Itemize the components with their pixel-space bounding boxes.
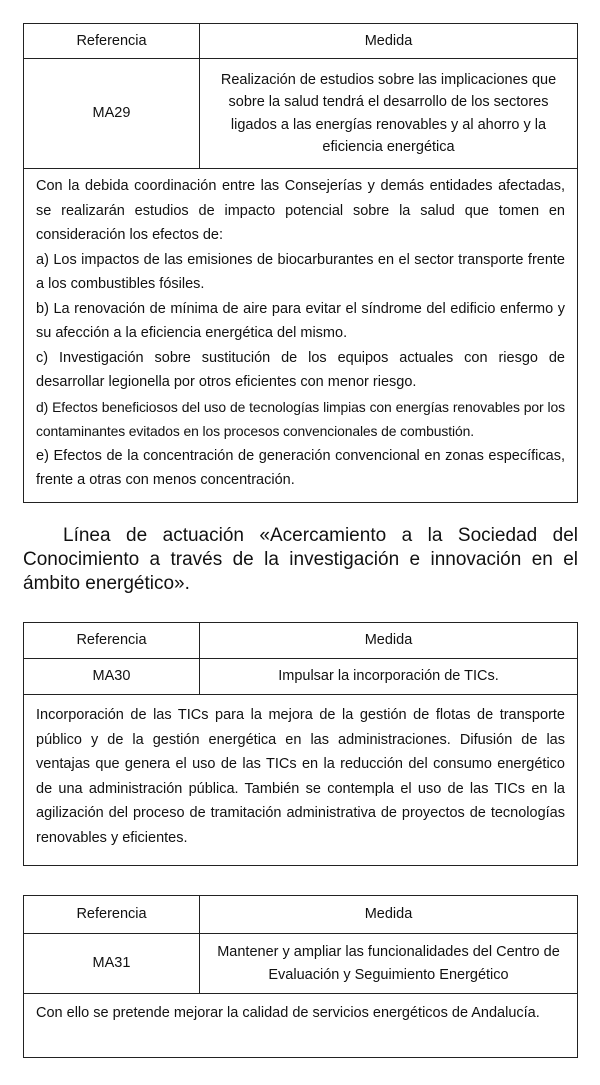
measure-table-ma30 — [23, 622, 578, 866]
table-data-row — [24, 659, 577, 695]
description-item: a) Los impactos de las emisiones de biocarburantes en el sector transporte frente a los combustibles fósiles. — [36, 251, 565, 292]
reference-code: MA31 — [24, 934, 200, 993]
measure-title: Impulsar la incorporación de TICs. — [278, 668, 499, 685]
table-header-row — [24, 24, 577, 59]
table-data-row — [24, 59, 577, 169]
measure-title: Realización de estudios sobre las implicaciones que sobre la salud tendrá el desarrollo de los sectores ligados a las energías renovables y al ahorro y la eficiencia energética — [220, 71, 557, 155]
header-medida: Medida — [364, 632, 413, 649]
description-item: d) Efectos beneficiosos del uso de tecnologías limpias con energías renovables por los contaminantes evitados en los procesos convencionales de combustión. — [36, 398, 565, 439]
table-header-row — [24, 623, 577, 659]
measure-description: Con ello se pretende mejorar la calidad de servicios energéticos de Andalucía. — [36, 1005, 540, 1021]
table-description-row — [24, 994, 577, 1057]
header-medida: Medida — [364, 906, 413, 923]
table-header-row — [24, 896, 577, 934]
measure-description: Incorporación de las TICs para la mejora de la gestión de flotas de transporte público y de la gestión energética en las administraciones. Difusión de las ventajas que genera el uso de las TICs en la reducción del consumo energético de una administración pública. También se contempla el uso de las TICs en la agilización del proceso de tramitación administrativa de proyectos de tecnologías renovables y eficientes. — [36, 707, 565, 846]
header-medida: Medida — [364, 32, 413, 49]
description-item: c) Investigación sobre sustitución de los equipos actuales con riesgo de desarrollar legionella por otros eficientes con menor riesgo. — [36, 349, 565, 390]
measure-table-ma31 — [23, 895, 578, 1058]
table-description-row — [24, 169, 577, 502]
section-heading: Línea de actuación «Acercamiento a la Sociedad del Conocimiento a través de la investigación e innovación en el ámbito energético». — [23, 525, 578, 594]
table-data-row — [24, 934, 577, 994]
measure-table-ma29 — [23, 23, 578, 503]
measure-description — [24, 169, 577, 502]
reference-code: MA29 — [24, 59, 200, 168]
header-referencia: Referencia — [24, 623, 200, 658]
measure-title: Mantener y ampliar las funcionalidades del Centro de Evaluación y Seguimiento Energético — [217, 944, 560, 983]
description-item: e) Efectos de la concentración de generación convencional en zonas específicas, frente a otras con menos concentración. — [36, 447, 565, 488]
header-referencia: Referencia — [24, 24, 200, 58]
table-description-row — [24, 695, 577, 865]
description-item: b) La renovación de mínima de aire para evitar el síndrome del edificio enfermo y su afección a la eficiencia energética del mismo. — [36, 300, 565, 341]
description-paragraph: Con la debida coordinación entre las Consejerías y demás entidades afectadas, se realizarán estudios de impacto potencial sobre la salud que tomen en consideración los efectos de: — [36, 178, 565, 243]
reference-code: MA30 — [24, 659, 200, 694]
header-referencia: Referencia — [24, 896, 200, 933]
